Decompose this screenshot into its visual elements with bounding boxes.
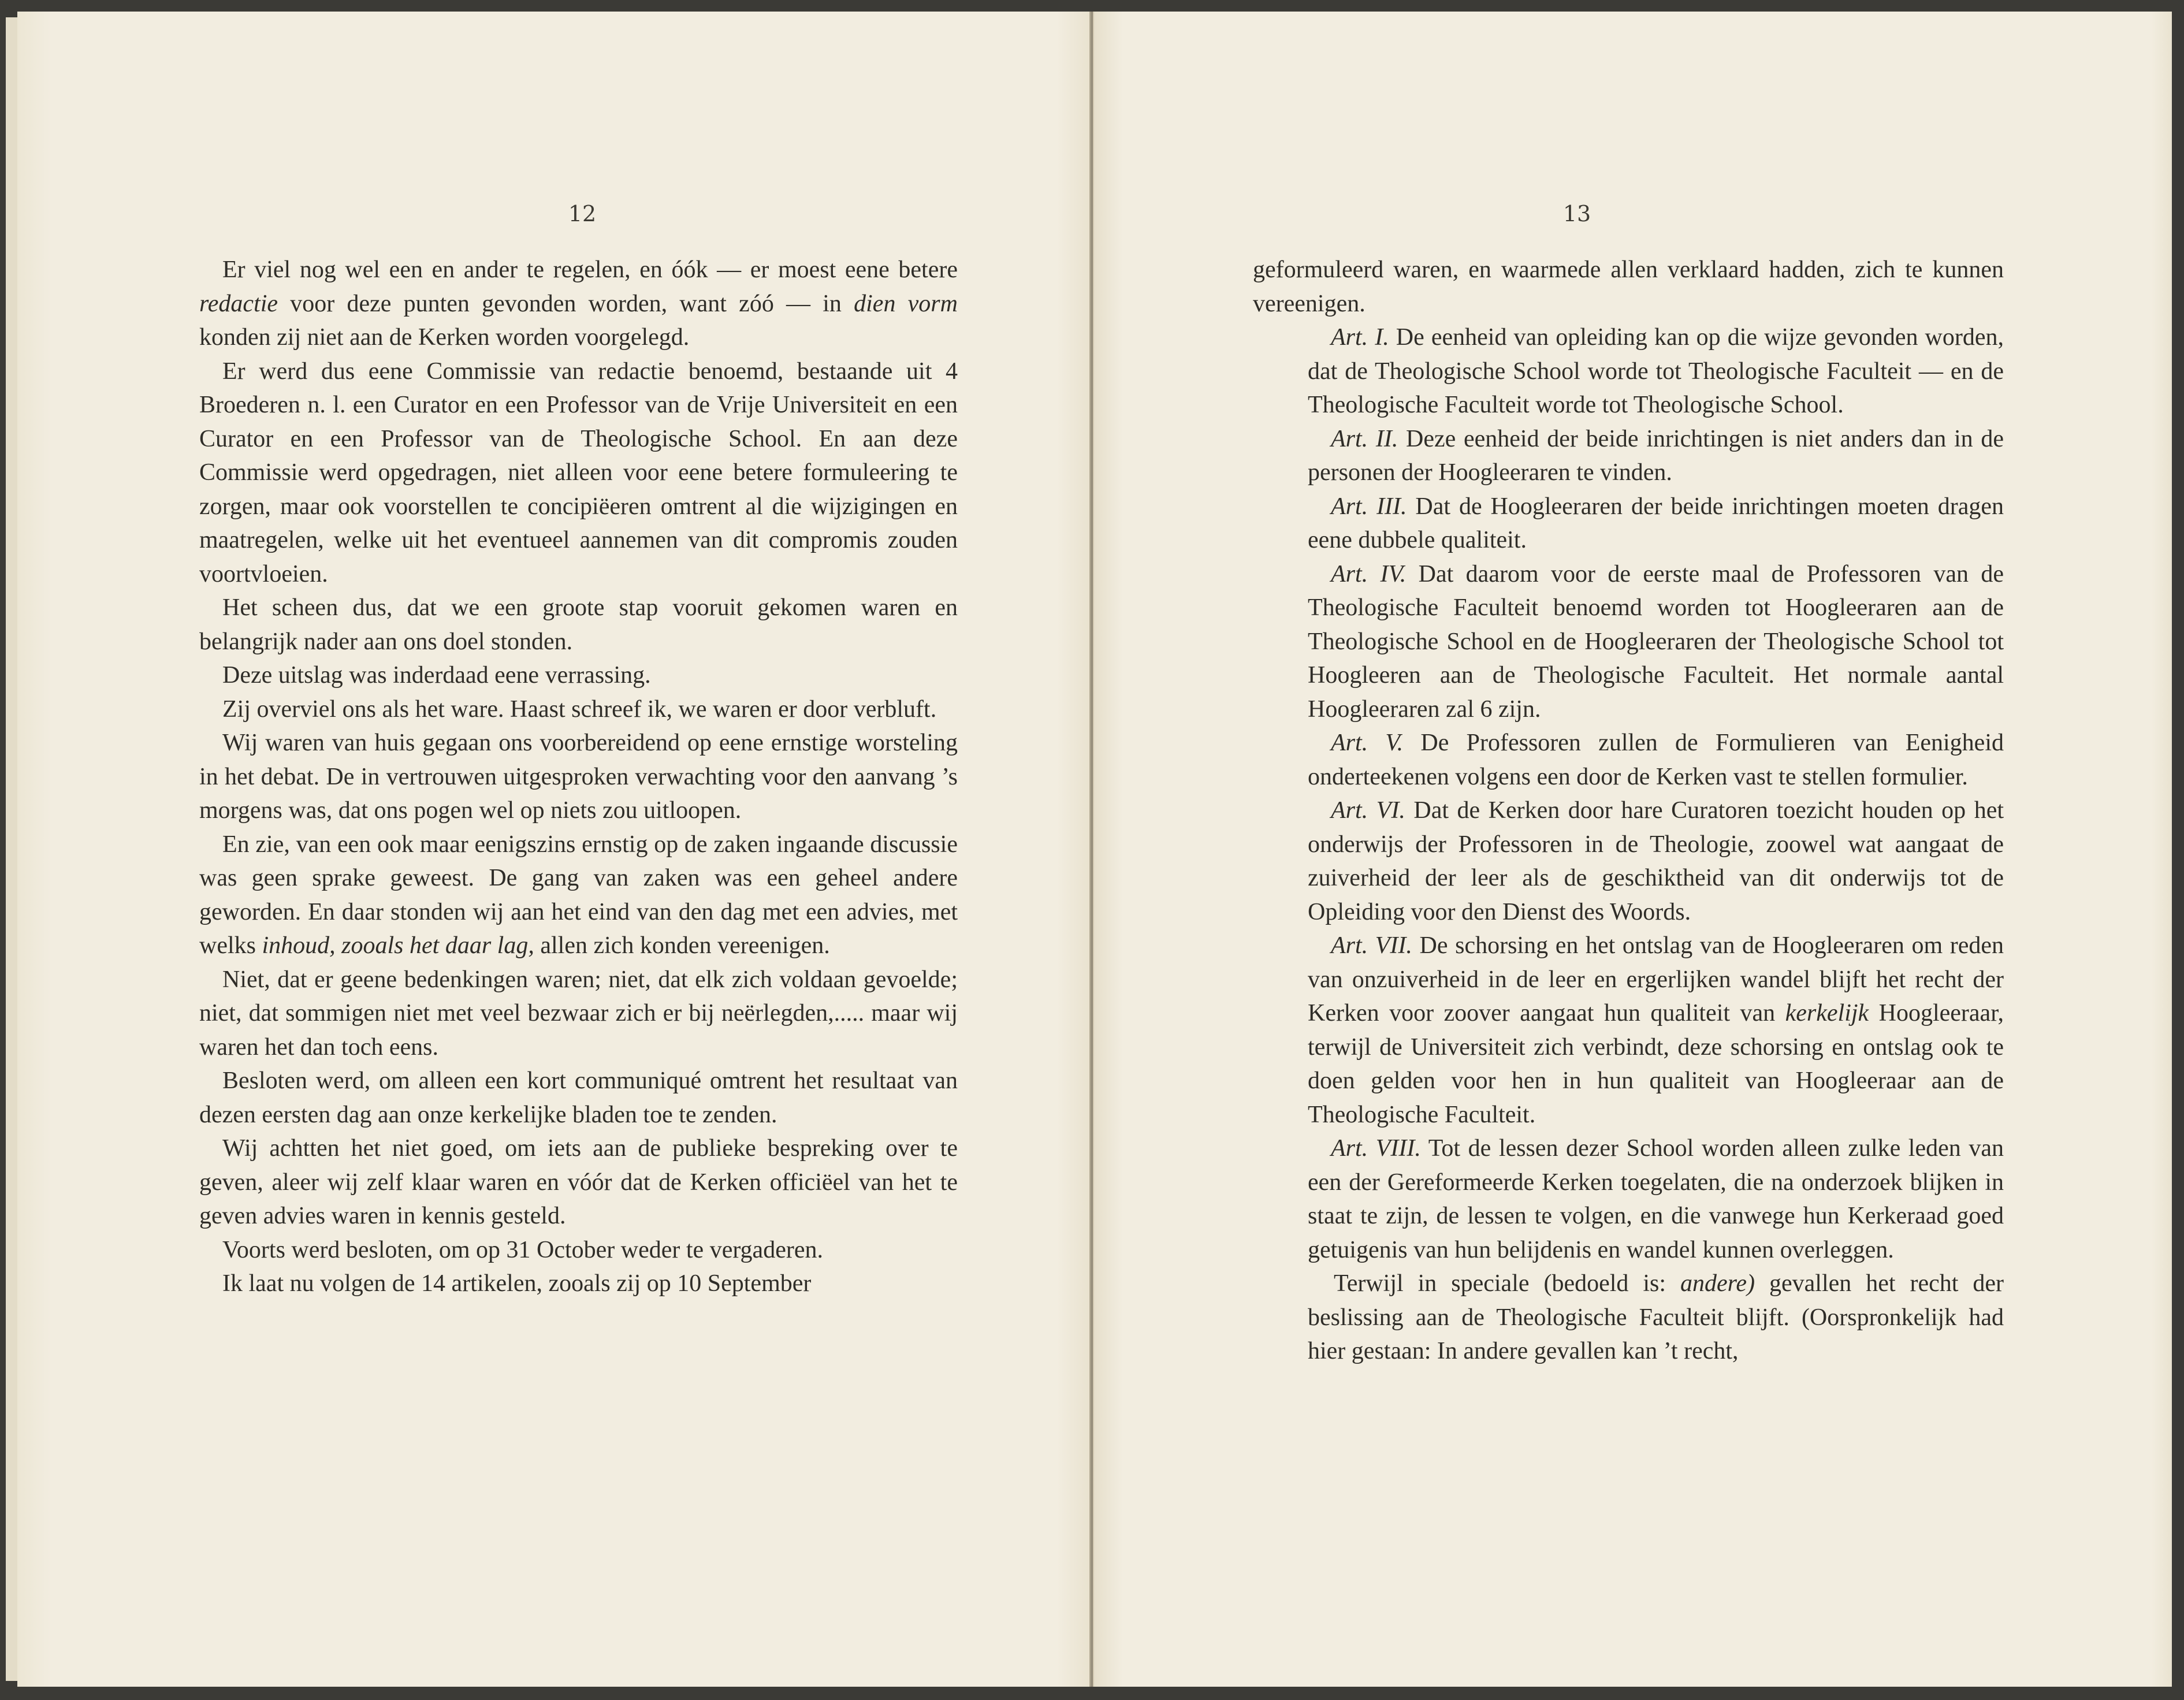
paragraph xyxy=(199,659,958,693)
text-run: De eenheid van opleiding kan op die wijze gevonden worden, dat de Theologische School worde tot Theologische Faculteit — en de Theologische Faculteit worde tot Theologische School. xyxy=(1308,324,2004,418)
text-run: Er viel nog wel een en ander te regelen, en óók — er moest eene betere xyxy=(222,256,958,283)
text-run: Niet, dat er geene bedenkingen waren; niet, dat elk zich voldaan gevoelde; niet, dat sommigen niet met veel bezwaar zich er bij neërlegden,..... maar wij waren het dan toch eens. xyxy=(199,966,958,1061)
text-run: konden zij niet aan de Kerken worden voorgelegd. xyxy=(199,324,690,351)
article-label: Art. III. xyxy=(1331,493,1407,520)
italic-text: andere) xyxy=(1680,1270,1755,1297)
article-2 xyxy=(1253,422,2004,490)
italic-text: redactie xyxy=(199,290,278,317)
article-label: Art. VII. xyxy=(1331,932,1412,959)
paragraph xyxy=(199,591,958,659)
article-label: Art. VIII. xyxy=(1331,1135,1421,1162)
text-run: Dat de Hoogleeraren der beide inrichtingen moeten dragen eene dubbele qualiteit. xyxy=(1308,493,2004,553)
paragraph xyxy=(199,963,958,1065)
text-run: De Professoren zullen de Formulieren van Eenigheid onderteekenen volgens een door de Kerken vast te stellen formulier. xyxy=(1308,730,2004,790)
article-label: Art. IV. xyxy=(1331,560,1407,587)
text-run: Zij overviel ons als het ware. Haast schreef ik, we waren er door verbluft. xyxy=(222,695,937,723)
continuation-paragraph: geformuleerd waren, en waarmede allen verklaard hadden, zich te kunnen vereenigen. xyxy=(1253,256,2004,317)
article-label: Art. VI. xyxy=(1331,797,1405,824)
text-run: allen zich konden vereenigen. xyxy=(534,932,830,959)
article-label: Art. II. xyxy=(1331,425,1398,452)
left-page-body xyxy=(199,253,958,1301)
article-label: Art. I. xyxy=(1331,324,1389,351)
closing-paragraph xyxy=(1253,1267,2004,1368)
text-run: Terwijl in speciale (bedoeld is: xyxy=(1334,1270,1680,1297)
text-run: Wij waren van huis gegaan ons voorbereidend op eene ernstige worsteling in het debat. De in vertrouwen uitgesproken verwachting voor den aanvang ’s morgens was, dat ons pogen wel op niets zou uitloopen. xyxy=(199,730,958,824)
paragraph xyxy=(199,726,958,828)
paragraph xyxy=(199,1233,958,1267)
text-run: Deze eenheid der beide inrichtingen is niet anders dan in de personen der Hoogleeraren te vinden. xyxy=(1308,425,2004,486)
paragraph xyxy=(199,1132,958,1233)
paragraph xyxy=(199,693,958,727)
paragraph xyxy=(199,253,958,355)
text-run: gevallen het recht der beslissing aan de Theologische Faculteit blijft. (Oorspronkelijk had hier gestaan: In andere gevallen kan ’t recht, xyxy=(1308,1270,2004,1364)
italic-text: dien vorm xyxy=(854,290,958,317)
article-4 xyxy=(1253,557,2004,727)
article-3 xyxy=(1253,490,2004,557)
page-number-left: 12 xyxy=(568,201,597,226)
page-number-right: 13 xyxy=(1562,201,1591,226)
text-run: voor deze punten gevonden worden, want zóó — in xyxy=(278,290,854,317)
text-run: Besloten werd, om alleen een kort communiqué omtrent het resultaat van dezen eersten dag aan onze kerkelijke bladen toe te zenden. xyxy=(199,1067,958,1128)
text-run: Deze uitslag was inderdaad eene verrassing. xyxy=(222,662,651,689)
right-page-body xyxy=(1253,253,2004,1368)
text-run: Dat de Kerken door hare Curatoren toezicht houden op het onderwijs der Professoren in de Theologie, zoowel wat aangaat de zuiverheid der leer als de geschiktheid van dit onderwijs tot de Opleiding voor den Dienst des Woords. xyxy=(1308,797,2004,925)
paragraph xyxy=(199,1064,958,1132)
paragraph xyxy=(199,828,958,963)
text-run: Dat daarom voor de eerste maal de Professoren van de Theologische Faculteit benoemd worden tot Hoogleeraren aan de Theologische School en de Hoogleeraren der Theologische School tot Hoogleeren aan de Theologische Faculteit. Het normale aantal Hoogleeraren zal 6 zijn. xyxy=(1308,560,2004,723)
text-run: Wij achtten het niet goed, om iets aan de publieke bespreking over te geven, aleer wij zelf klaar waren en vóór dat de Kerken officiëel van het te geven advies waren in kennis gesteld. xyxy=(199,1135,958,1229)
text-run: Tot de lessen dezer School worden alleen zulke leden van een der Gereformeerde Kerken toegelaten, die na onderzoek blijken in staat te zijn, de lessen te volgen, en die vanwege hun Kerkeraad goed getuigenis van hun belijdenis en wandel kunnen overleggen. xyxy=(1308,1135,2004,1263)
text-run: De schorsing en het ontslag van de Hoogleeraren om reden van onzuiverheid in de leer en ergerlijken wandel blijft het recht der Kerken voor zoover aangaat hun qualiteit van xyxy=(1308,932,2004,1026)
paragraph xyxy=(199,1267,958,1301)
text-run: Er werd dus eene Commissie van redactie benoemd, bestaande uit 4 Broederen n. l. een Curator en een Professor van de Vrije Universiteit en een Curator en een Professor van de Theologische School. En aan deze Commissie werd opgedragen, niet alleen voor eene betere formuleering te zorgen, maar ook voorstellen te concipiëeren omtrent al die wijzigingen en maatregelen, welke uit het eventueel aannemen van dit compromis zouden voortvloeien. xyxy=(199,358,958,587)
right-page xyxy=(1093,12,2172,1687)
italic-text: inhoud, zooals het daar lag, xyxy=(262,932,534,959)
text-run: Het scheen dus, dat we een groote stap vooruit gekomen waren en belangrijk nader aan ons doel stonden. xyxy=(199,594,958,655)
article-1 xyxy=(1253,321,2004,422)
article-8 xyxy=(1253,1132,2004,1267)
text-run: En zie, van een ook maar eenigszins ernstig op de zaken ingaande discussie was geen sprake geweest. De gang van zaken was een geheel andere geworden. En daar stonden wij aan het eind van den dag met een advies, met welks xyxy=(199,831,958,959)
left-page xyxy=(17,12,1091,1687)
article-label: Art. V. xyxy=(1331,730,1404,756)
paragraph xyxy=(199,355,958,592)
text-run: Ik laat nu volgen de 14 artikelen, zooals zij op 10 September xyxy=(222,1270,812,1297)
text-run: Voorts werd besloten, om op 31 October weder te vergaderen. xyxy=(222,1236,823,1263)
italic-text: kerkelijk xyxy=(1785,1000,1869,1026)
text-run: Hoogleeraar, terwijl de Universiteit zich verbindt, deze schorsing en ontslag ook te doen gelden voor hen in hun qualiteit van Hoogleeraar aan de Theologische Faculteit. xyxy=(1308,1000,2004,1128)
article-7 xyxy=(1253,929,2004,1132)
article-5 xyxy=(1253,726,2004,794)
article-6 xyxy=(1253,794,2004,929)
